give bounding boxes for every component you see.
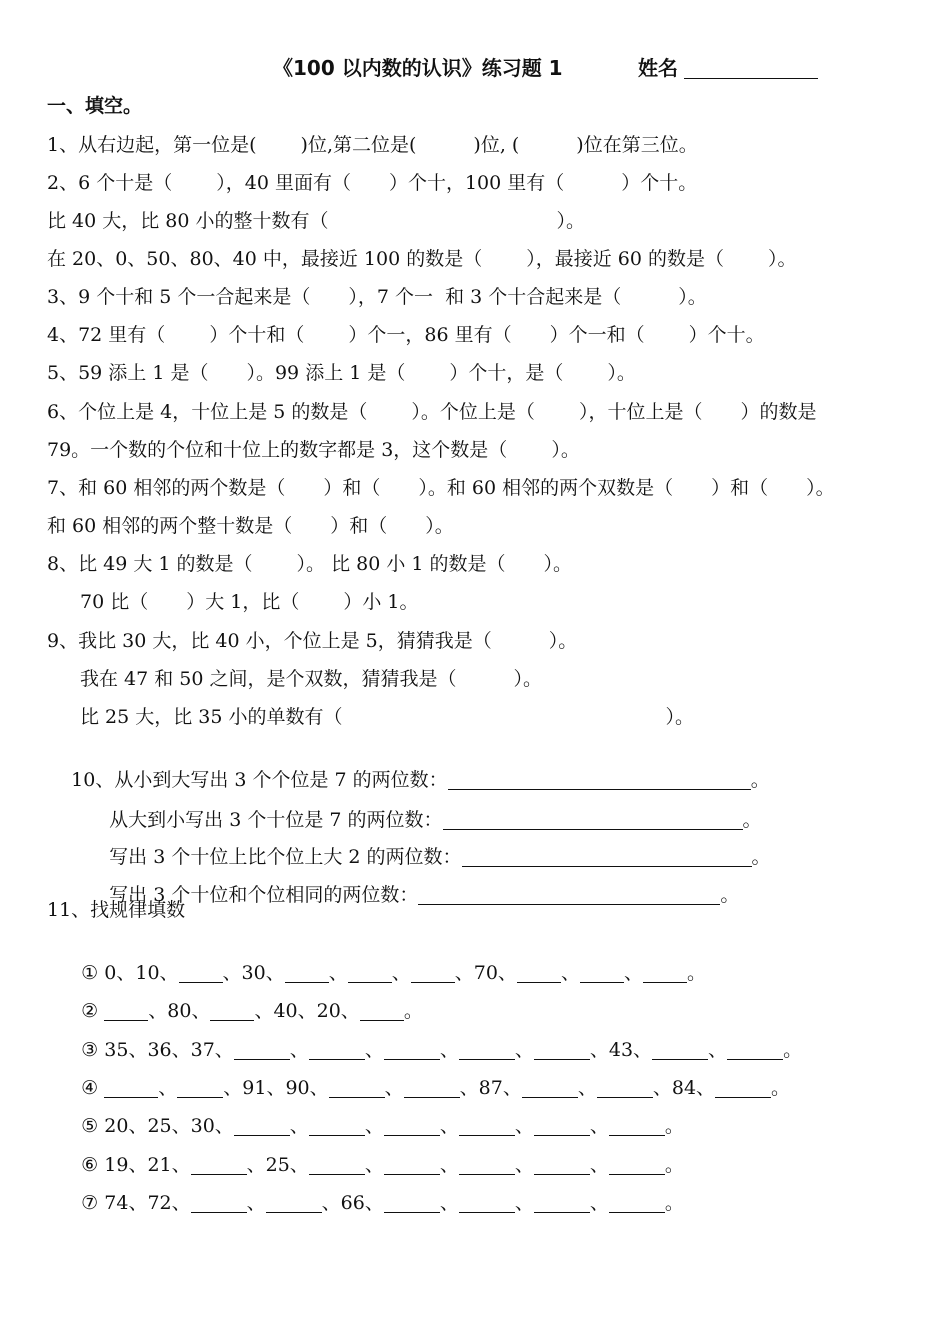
separator: 、 — [439, 1039, 459, 1061]
question-10-text-2: 从大到小写出 3 个十位是 7 的两位数： — [109, 809, 443, 831]
period: 。 — [771, 1077, 791, 1099]
answer-blank[interactable] — [580, 962, 624, 983]
circled-number: ⑦ — [81, 1192, 99, 1214]
separator: 、 — [364, 1115, 384, 1137]
answer-blank[interactable] — [418, 884, 720, 905]
question-2-line-1: 2、6 个十是（ ），40 里面有（ ）个十，100 里有（ ）个十。 — [47, 172, 698, 194]
question-10-line-4 — [85, 859, 740, 906]
sequence-1 — [57, 937, 706, 984]
answer-blank[interactable] — [715, 1077, 771, 1098]
question-10-line-2 — [85, 784, 762, 831]
question-7-line-2: 和 60 相邻的两个整十数是（ ）和（ ）。 — [47, 515, 454, 537]
sequence-3 — [57, 1014, 803, 1061]
period: 。 — [751, 846, 771, 868]
question-3-line: 3、9 个十和 5 个一合起来是（ ），7 个一 和 3 个十合起来是（ ）。 — [47, 286, 707, 308]
answer-blank[interactable] — [191, 1192, 247, 1213]
question-9-line-2: 我在 47 和 50 之间，是个双数，猜猜我是（ ）。 — [80, 668, 543, 690]
circled-number: ⑤ — [81, 1115, 99, 1137]
separator: 、 — [514, 1039, 534, 1061]
period: 。 — [664, 1192, 684, 1214]
separator: 、 — [514, 1154, 534, 1176]
period: 。 — [664, 1115, 684, 1137]
period: 。 — [783, 1039, 803, 1061]
separator: 、 — [623, 962, 643, 984]
sequence-text: 20、25、30、 — [104, 1115, 234, 1137]
period: 。 — [750, 769, 770, 791]
sequence-5 — [57, 1090, 684, 1137]
sequence-text: 0、10、 — [104, 962, 179, 984]
sequence-text: 、30、 — [222, 962, 285, 984]
separator: 、 — [589, 1154, 609, 1176]
question-10-text-4: 写出 3 个十位和个位相同的两位数： — [109, 884, 419, 906]
sequence-text: 、66、 — [321, 1192, 384, 1214]
sequence-2 — [57, 975, 423, 1022]
separator: 、 — [364, 1039, 384, 1061]
separator: 、 — [246, 1192, 266, 1214]
question-2-line-2: 比 40 大，比 80 小的整十数有（ ）。 — [47, 210, 586, 232]
circled-number: ① — [81, 962, 99, 984]
separator: 、 — [158, 1077, 178, 1099]
question-6-line-2: 79。一个数的个位和十位上的数字都是 3，这个数是（ ）。 — [47, 439, 580, 461]
sequence-text: 、80、 — [148, 1000, 211, 1022]
sequence-text: 35、36、37、 — [104, 1039, 234, 1061]
period: 。 — [686, 962, 706, 984]
separator: 、 — [589, 1115, 609, 1137]
separator: 、 — [384, 1077, 404, 1099]
worksheet-title: 《100 以内数的认识》练习题 1 — [273, 56, 563, 80]
answer-blank[interactable] — [266, 1192, 322, 1213]
question-10-text-3: 写出 3 个十位上比个位上大 2 的两位数： — [109, 846, 462, 868]
question-10-line-1 — [47, 744, 770, 791]
sequence-text: 、25、 — [246, 1154, 309, 1176]
separator: 、 — [514, 1115, 534, 1137]
name-blank[interactable] — [684, 78, 818, 79]
question-11-title: 11、找规律填数 — [47, 899, 186, 921]
separator: 、 — [514, 1192, 534, 1214]
sequence-text: 、43、 — [589, 1039, 653, 1061]
answer-blank[interactable] — [517, 962, 561, 983]
question-5-line: 5、59 添上 1 是（ ）。99 添上 1 是（ ）个十，是（ ）。 — [47, 362, 636, 384]
sequence-text: 19、21、 — [104, 1154, 191, 1176]
separator: 、 — [589, 1192, 609, 1214]
separator: 、 — [439, 1115, 459, 1137]
separator: 、 — [560, 962, 580, 984]
name-label: 姓名 — [638, 56, 678, 80]
sequence-7 — [57, 1167, 684, 1214]
separator: 、 — [391, 962, 411, 984]
separator: 、 — [439, 1154, 459, 1176]
answer-blank[interactable] — [534, 1192, 590, 1213]
section-heading: 一、填空。 — [47, 95, 143, 117]
period: 。 — [403, 1000, 423, 1022]
period: 。 — [742, 809, 762, 831]
sequence-text: 、87、 — [459, 1077, 522, 1099]
answer-blank[interactable] — [643, 962, 687, 983]
circled-number: ③ — [81, 1039, 99, 1061]
question-8-line-2: 70 比（ ）大 1，比（ ）小 1。 — [80, 591, 419, 613]
separator: 、 — [289, 1039, 309, 1061]
circled-number: ⑥ — [81, 1154, 99, 1176]
circled-number: ② — [81, 1000, 99, 1022]
period: 。 — [720, 884, 740, 906]
sequence-text: 、91、90、 — [223, 1077, 329, 1099]
sequence-text: 、84、 — [652, 1077, 716, 1099]
answer-blank[interactable] — [459, 1192, 515, 1213]
sequence-text: 、40、20、 — [254, 1000, 360, 1022]
question-10-line-3 — [85, 821, 771, 868]
separator: 、 — [289, 1115, 309, 1137]
period: 。 — [664, 1154, 684, 1176]
separator: 、 — [364, 1154, 384, 1176]
question-9-line-3: 比 25 大，比 35 小的单数有（ ）。 — [80, 706, 695, 728]
question-8-line-1: 8、比 49 大 1 的数是（ ）。 比 80 小 1 的数是（ ）。 — [47, 553, 573, 575]
separator: 、 — [708, 1039, 728, 1061]
question-4-line: 4、72 里有（ ）个十和（ ）个一，86 里有（ ）个一和（ ）个十。 — [47, 324, 765, 346]
question-9-line-1: 9、我比 30 大，比 40 小，个位上是 5，猜猜我是（ ）。 — [47, 630, 578, 652]
separator: 、 — [328, 962, 348, 984]
sequence-text: 、70、 — [454, 962, 517, 984]
sequence-text: 74、72、 — [104, 1192, 191, 1214]
answer-blank[interactable] — [609, 1192, 665, 1213]
separator: 、 — [577, 1077, 597, 1099]
circled-number: ④ — [81, 1077, 99, 1099]
question-6-line-1: 6、个位上是 4，十位上是 5 的数是（ ）。个位上是（ ），十位上是（ ）的数是 — [47, 401, 817, 423]
question-2-line-3: 在 20、0、50、80、40 中，最接近 100 的数是（ ），最接近 60 的数是（ ）。 — [47, 248, 797, 270]
sequence-4 — [57, 1052, 791, 1099]
sequence-6 — [57, 1129, 684, 1176]
separator: 、 — [439, 1192, 459, 1214]
answer-blank[interactable] — [384, 1192, 440, 1213]
question-10-text-1: 10、从小到大写出 3 个个位是 7 的两位数： — [71, 769, 448, 791]
question-7-line-1: 7、和 60 相邻的两个数是（ ）和（ ）。和 60 相邻的两个双数是（ ）和（ ）。 — [47, 477, 835, 499]
question-1-line: 1、从右边起，第一位是( )位,第二位是( )位, ( )位在第三位。 — [47, 134, 698, 156]
